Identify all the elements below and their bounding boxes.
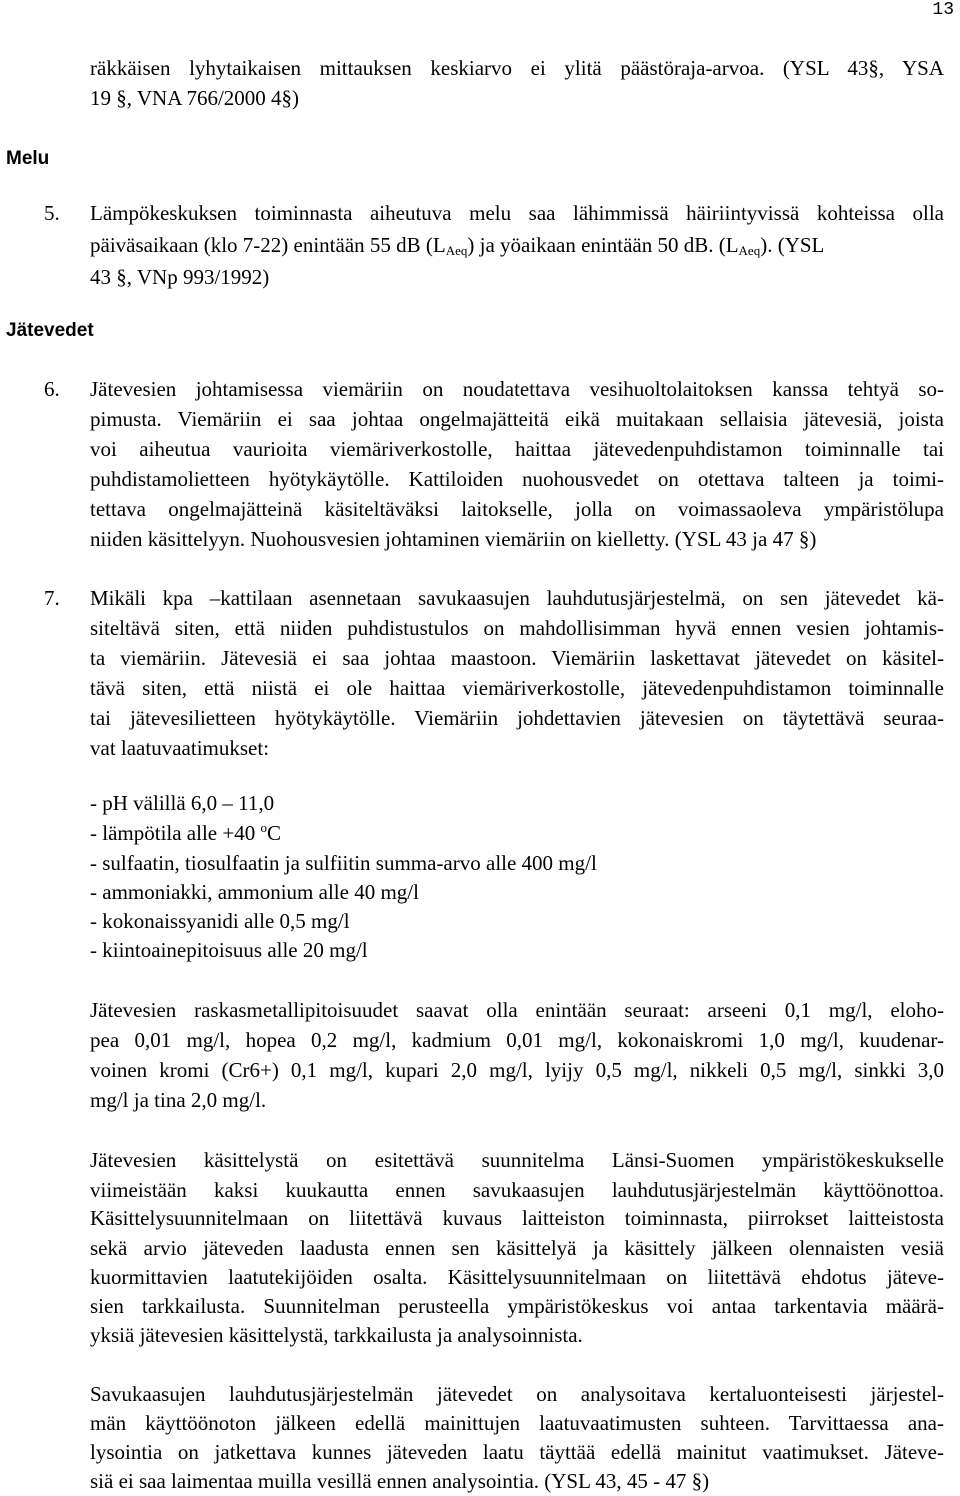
section-heading-jatevedet: Jätevedet xyxy=(6,320,94,341)
requirement-temperature: - lämpötila alle +40 $^o$C xyxy=(90,820,281,845)
item-7-line: ta viemäriin. Jätevesiä ei saa johtaa maastoon. Viemäriin laskettavat jätevedet on käsitel- xyxy=(90,646,944,670)
plan-line: viimeistään kaksi kuukautta ennen savukaasujen lauhdutusjärjestelmän käyttöönottoa. xyxy=(90,1178,944,1202)
item-7-line: Mikäli kpa –kattilaan asennetaan savukaasujen lauhdutusjärjestelmä, on sen jätevedet kä- xyxy=(90,586,944,610)
item-7-line: siteltävä siten, että niiden puhdistustulos on mahdollisimman hyvä ennen vesien johtamis- xyxy=(90,616,944,640)
requirement-ammonia: - ammoniakki, ammonium alle 40 mg/l xyxy=(90,880,419,904)
item-6-line: niiden käsittelyyn. Nuohousvesien johtaminen viemäriin on kielletty. (YSL 43 ja 47 §) xyxy=(90,527,817,551)
analysis-line: siä ei saa laimentaa muilla vesillä ennen analysointia. (YSL 43, 45 - 47 §) xyxy=(90,1469,710,1493)
requirement-solids: - kiintoainepitoisuus alle 20 mg/l xyxy=(90,938,368,962)
item-5-line-2: päiväsaikaan (klo 7-22) enintään 55 dB $(L_{Aeq})$ ja yöaikaan enintään 50 dB. $(L_{Aeq})$. (YSL xyxy=(90,233,825,258)
plan-line: kuormittavien laatutekijöiden osalta. Käsittelysuunnitelmaan on liitettävä ehdotus jäteve- xyxy=(90,1265,944,1289)
item-7-line: tai jätevesilietteen hyötykäytölle. Viemäriin johdettavien jätevesien on täytettävä seuraa- xyxy=(90,706,944,730)
metals-line: pea 0,01 mg/l, hopea 0,2 mg/l, kadmium 0,01 mg/l, kokonaiskromi 1,0 mg/l, kuudenar- xyxy=(90,1028,944,1052)
plan-line: Jätevesien käsittelystä on esitettävä suunnitelma Länsi-Suomen ympäristökeskukselle xyxy=(90,1148,944,1172)
subscript-aeq: Aeq xyxy=(445,243,468,258)
requirement-cyanide: - kokonaissyanidi alle 0,5 mg/l xyxy=(90,909,350,933)
item-7-number: 7. xyxy=(44,586,60,610)
metals-line: Jätevesien raskasmetallipitoisuudet saavat olla enintään seuraat: arseeni 0,1 mg/l, eloho- xyxy=(90,998,944,1022)
plan-line: sekä arvio jäteveden laadusta ennen sen käsittelyä ja käsittely jälkeen olennaisten vesiä xyxy=(90,1236,944,1260)
item-6-line: tettava ongelmajätteinä käsiteltäväksi laitokselle, jolla on voimassaoleva ympäristölupa xyxy=(90,497,944,521)
item-5-number: 5. xyxy=(44,201,60,225)
degree-superscript: o xyxy=(260,820,267,835)
subscript-aeq: Aeq xyxy=(738,243,761,258)
analysis-line: Savukaasujen lauhdutusjärjestelmän jätevedet on analysoitava kertaluonteisesti järjestel- xyxy=(90,1382,944,1406)
item-6-line: puhdistamolietteen hyötykäytölle. Kattiloiden nuohousvedet on otettava talteen ja toimi- xyxy=(90,467,944,491)
intro-line-1: räkkäisen lyhytaikaisen mittauksen keskiarvo ei ylitä päästöraja-arvoa. (YSL 43§, YSA xyxy=(90,56,944,80)
analysis-line: lysointia on jatkettava kunnes jäteveden laatu täyttää edellä mainitut vaatimukset. Jäteve- xyxy=(90,1440,944,1464)
metals-line: mg/l ja tina 2,0 mg/l. xyxy=(90,1088,267,1112)
requirement-sulfate: - sulfaatin, tiosulfaatin ja sulfiitin summa-arvo alle 400 mg/l xyxy=(90,851,597,875)
item-7-line: vat laatuvaatimukset: xyxy=(90,736,270,760)
item-7-line: tävä siten, että niistä ei ole haittaa viemäriverkostolle, jätevedenpuhdistamon toiminnalle xyxy=(90,676,944,700)
plan-line: Käsittelysuunnitelmaan on liitettävä kuvaus laitteiston toiminnasta, piirrokset laitteistosta xyxy=(90,1206,944,1230)
item-6-line: Jätevesien johtamisessa viemäriin on noudatettava vesihuoltolaitoksen kanssa tehtyä so- xyxy=(90,377,944,401)
analysis-line: män käyttöönoton jälkeen edellä mainittujen laatuvaatimusten suhteen. Tarvittaessa ana- xyxy=(90,1411,944,1435)
plan-line: yksiä jätevesien käsittelystä, tarkkailusta ja analysoinnista. xyxy=(90,1323,583,1347)
item-6-line: voi aiheutua vaurioita viemäriverkostolle, haittaa jätevedenpuhdistamon toiminnalle tai xyxy=(90,437,944,461)
requirement-ph: - pH välillä 6,0 – 11,0 xyxy=(90,791,275,815)
item-5-line-1: Lämpökeskuksen toiminnasta aiheutuva melu saa lähimmissä häiriintyvissä kohteissa olla xyxy=(90,201,944,225)
plan-line: sien tarkkailusta. Suunnitelman perusteella ympäristökeskus voi antaa tarkentavia määrä- xyxy=(90,1294,944,1318)
page-number: 13 xyxy=(932,0,954,20)
intro-line-2: 19 §, VNA 766/2000 4§) xyxy=(90,86,300,110)
metals-line: voinen kromi (Cr6+) 0,1 mg/l, kupari 2,0 mg/l, lyijy 0,5 mg/l, nikkeli 0,5 mg/l, sinkki 3,0 xyxy=(90,1058,944,1082)
item-6-line: pimusta. Viemäriin ei saa johtaa ongelmajätteitä eikä muitakaan sellaisia jätevesiä, joista xyxy=(90,407,944,431)
item-6-number: 6. xyxy=(44,377,60,401)
section-heading-melu: Melu xyxy=(6,148,50,169)
item-5-line-3: 43 §, VNp 993/1992) xyxy=(90,265,270,289)
